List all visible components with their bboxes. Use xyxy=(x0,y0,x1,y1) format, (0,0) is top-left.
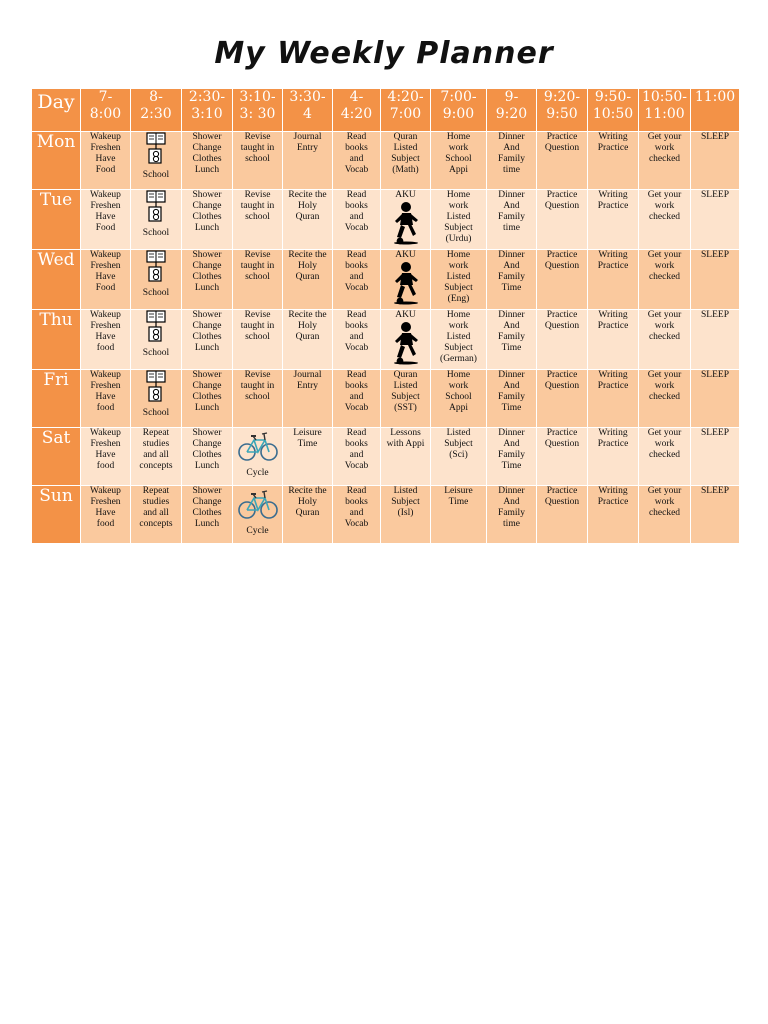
activity-caption: School xyxy=(142,228,170,238)
day-row-fri xyxy=(32,370,740,428)
activity-cell: Home work Listed Subject (Eng) xyxy=(431,250,487,310)
activity-cell: Read books and Vocab xyxy=(333,190,381,250)
activity-cell: Read books and Vocab xyxy=(333,310,381,370)
activity-cell: Writing Practice xyxy=(588,486,639,544)
header-day: Day xyxy=(32,89,81,132)
activity-cell: Writing Practice xyxy=(588,310,639,370)
activity-cell xyxy=(131,370,182,428)
activity-cell: Practice Question xyxy=(537,132,588,190)
activity-cell: Practice Question xyxy=(537,370,588,428)
activity-caption: School xyxy=(142,170,170,180)
activity-cell: Listed Subject (Sci) xyxy=(431,428,487,486)
activity-cell xyxy=(131,132,182,190)
activity-cell: Practice Question xyxy=(537,250,588,310)
activity-cell: Wakeup Freshen Have food xyxy=(81,310,131,370)
activity-cell: Get your work checked xyxy=(639,250,691,310)
activity-cell: Recite the Holy Quran xyxy=(283,310,333,370)
activity-cell: Revise taught in school xyxy=(233,132,283,190)
activity-cell: Practice Question xyxy=(537,486,588,544)
activity-caption: AKU xyxy=(395,190,416,200)
activity-cell: Dinner And Family Time xyxy=(487,250,537,310)
activity-cell: Recite the Holy Quran xyxy=(283,190,333,250)
header-row xyxy=(32,89,740,132)
activity-cell: Lessons with Appi xyxy=(381,428,431,486)
activity-cell: SLEEP xyxy=(691,370,740,428)
header-time-slot: 8- 2:30 xyxy=(131,89,182,132)
activity-cell: Revise taught in school xyxy=(233,370,283,428)
activity-cell: Repeat studies and all concepts xyxy=(131,486,182,544)
school-icon xyxy=(131,310,181,348)
school-icon xyxy=(131,250,181,288)
header-time-slot: 11:00 xyxy=(691,89,740,132)
activity-cell: Read books and Vocab xyxy=(333,132,381,190)
activity-cell: Writing Practice xyxy=(588,250,639,310)
day-row-sun xyxy=(32,486,740,544)
activity-cell xyxy=(131,250,182,310)
activity-cell xyxy=(381,250,431,310)
activity-cell: SLEEP xyxy=(691,190,740,250)
activity-cell: Get your work checked xyxy=(639,370,691,428)
header-time-slot: 7:00- 9:00 xyxy=(431,89,487,132)
activity-cell: Practice Question xyxy=(537,190,588,250)
activity-caption: School xyxy=(142,348,170,358)
activity-caption: AKU xyxy=(395,310,416,320)
day-label: Sat xyxy=(32,428,81,486)
activity-cell: Get your work checked xyxy=(639,310,691,370)
activity-cell: Journal Entry xyxy=(283,132,333,190)
activity-cell: Writing Practice xyxy=(588,370,639,428)
activity-cell: Leisure Time xyxy=(431,486,487,544)
day-label: Tue xyxy=(32,190,81,250)
school-icon xyxy=(131,370,181,408)
school-icon xyxy=(131,190,181,228)
activity-cell: Dinner And Family time xyxy=(487,190,537,250)
activity-cell: Wakeup Freshen Have food xyxy=(81,428,131,486)
day-row-tue xyxy=(32,190,740,250)
activity-cell: Home work Listed Subject (Urdu) xyxy=(431,190,487,250)
activity-cell xyxy=(381,310,431,370)
activity-cell: Wakeup Freshen Have Food xyxy=(81,250,131,310)
activity-cell: Read books and Vocab xyxy=(333,250,381,310)
activity-cell: SLEEP xyxy=(691,428,740,486)
day-row-mon xyxy=(32,132,740,190)
activity-cell: Shower Change Clothes Lunch xyxy=(182,310,233,370)
day-label: Mon xyxy=(32,132,81,190)
activity-cell: Read books and Vocab xyxy=(333,428,381,486)
header-time-slot: 9:50- 10:50 xyxy=(588,89,639,132)
day-label: Thu xyxy=(32,310,81,370)
header-time-slot: 9- 9:20 xyxy=(487,89,537,132)
header-time-slot: 10:50- 11:00 xyxy=(639,89,691,132)
activity-cell xyxy=(233,486,283,544)
school-icon xyxy=(131,132,181,170)
activity-cell: Wakeup Freshen Have Food xyxy=(81,132,131,190)
activity-cell: Shower Change Clothes Lunch xyxy=(182,190,233,250)
activity-cell: Get your work checked xyxy=(639,486,691,544)
activity-cell: Wakeup Freshen Have food xyxy=(81,370,131,428)
bicycle-icon xyxy=(233,428,282,468)
activity-caption: Cycle xyxy=(246,526,269,536)
activity-cell: Dinner And Family Time xyxy=(487,370,537,428)
activity-cell: Practice Question xyxy=(537,310,588,370)
activity-cell xyxy=(131,310,182,370)
day-row-thu xyxy=(32,310,740,370)
activity-cell: Journal Entry xyxy=(283,370,333,428)
activity-cell: Revise taught in school xyxy=(233,190,283,250)
activity-cell: Revise taught in school xyxy=(233,250,283,310)
day-label: Fri xyxy=(32,370,81,428)
activity-cell: Revise taught in school xyxy=(233,310,283,370)
activity-cell: SLEEP xyxy=(691,250,740,310)
activity-cell: Shower Change Clothes Lunch xyxy=(182,486,233,544)
weekly-planner-table xyxy=(31,88,740,544)
activity-cell: Read books and Vocab xyxy=(333,370,381,428)
activity-cell: SLEEP xyxy=(691,310,740,370)
day-label: Sun xyxy=(32,486,81,544)
header-time-slot: 4:20- 7:00 xyxy=(381,89,431,132)
activity-cell: Recite the Holy Quran xyxy=(283,486,333,544)
soccer-kid-icon xyxy=(381,261,430,309)
header-time-slot: 3:30- 4 xyxy=(283,89,333,132)
activity-cell: Dinner And Family Time xyxy=(487,428,537,486)
activity-caption: Cycle xyxy=(246,468,269,478)
activity-caption: School xyxy=(142,408,170,418)
activity-cell: Get your work checked xyxy=(639,428,691,486)
page-title: My Weekly Planner xyxy=(214,36,554,71)
activity-cell: Home work School Appi xyxy=(431,370,487,428)
activity-cell: SLEEP xyxy=(691,132,740,190)
activity-cell: SLEEP xyxy=(691,486,740,544)
header-time-slot: 7- 8:00 xyxy=(81,89,131,132)
activity-cell: Dinner And Family time xyxy=(487,486,537,544)
activity-cell: Home work School Appi xyxy=(431,132,487,190)
activity-cell: Writing Practice xyxy=(588,428,639,486)
activity-cell: Get your work checked xyxy=(639,190,691,250)
activity-cell xyxy=(131,190,182,250)
activity-cell: Practice Question xyxy=(537,428,588,486)
activity-cell: Dinner And Family time xyxy=(487,132,537,190)
bicycle-icon xyxy=(233,486,282,526)
activity-cell: Wakeup Freshen Have food xyxy=(81,486,131,544)
header-time-slot: 9:20- 9:50 xyxy=(537,89,588,132)
activity-cell: Shower Change Clothes Lunch xyxy=(182,250,233,310)
activity-cell: Quran Listed Subject (Math) xyxy=(381,132,431,190)
activity-cell: Shower Change Clothes Lunch xyxy=(182,132,233,190)
day-row-sat xyxy=(32,428,740,486)
activity-cell: Shower Change Clothes Lunch xyxy=(182,370,233,428)
soccer-kid-icon xyxy=(381,201,430,249)
activity-cell: Get your work checked xyxy=(639,132,691,190)
day-label: Wed xyxy=(32,250,81,310)
activity-cell: Wakeup Freshen Have Food xyxy=(81,190,131,250)
activity-caption: AKU xyxy=(395,250,416,260)
header-time-slot: 4- 4:20 xyxy=(333,89,381,132)
activity-cell: Leisure Time xyxy=(283,428,333,486)
header-time-slot: 3:10- 3: 30 xyxy=(233,89,283,132)
activity-cell: Listed Subject (Isl) xyxy=(381,486,431,544)
activity-cell: Dinner And Family Time xyxy=(487,310,537,370)
header-time-slot: 2:30- 3:10 xyxy=(182,89,233,132)
activity-cell: Recite the Holy Quran xyxy=(283,250,333,310)
activity-cell: Repeat studies and all concepts xyxy=(131,428,182,486)
activity-cell: Read books and Vocab xyxy=(333,486,381,544)
activity-cell: Writing Practice xyxy=(588,132,639,190)
activity-caption: School xyxy=(142,288,170,298)
activity-cell: Writing Practice xyxy=(588,190,639,250)
activity-cell: Shower Change Clothes Lunch xyxy=(182,428,233,486)
activity-cell xyxy=(381,190,431,250)
day-row-wed xyxy=(32,250,740,310)
soccer-kid-icon xyxy=(381,321,430,369)
activity-cell: Home work Listed Subject (German) xyxy=(431,310,487,370)
activity-cell: Quran Listed Subject (SST) xyxy=(381,370,431,428)
activity-cell xyxy=(233,428,283,486)
